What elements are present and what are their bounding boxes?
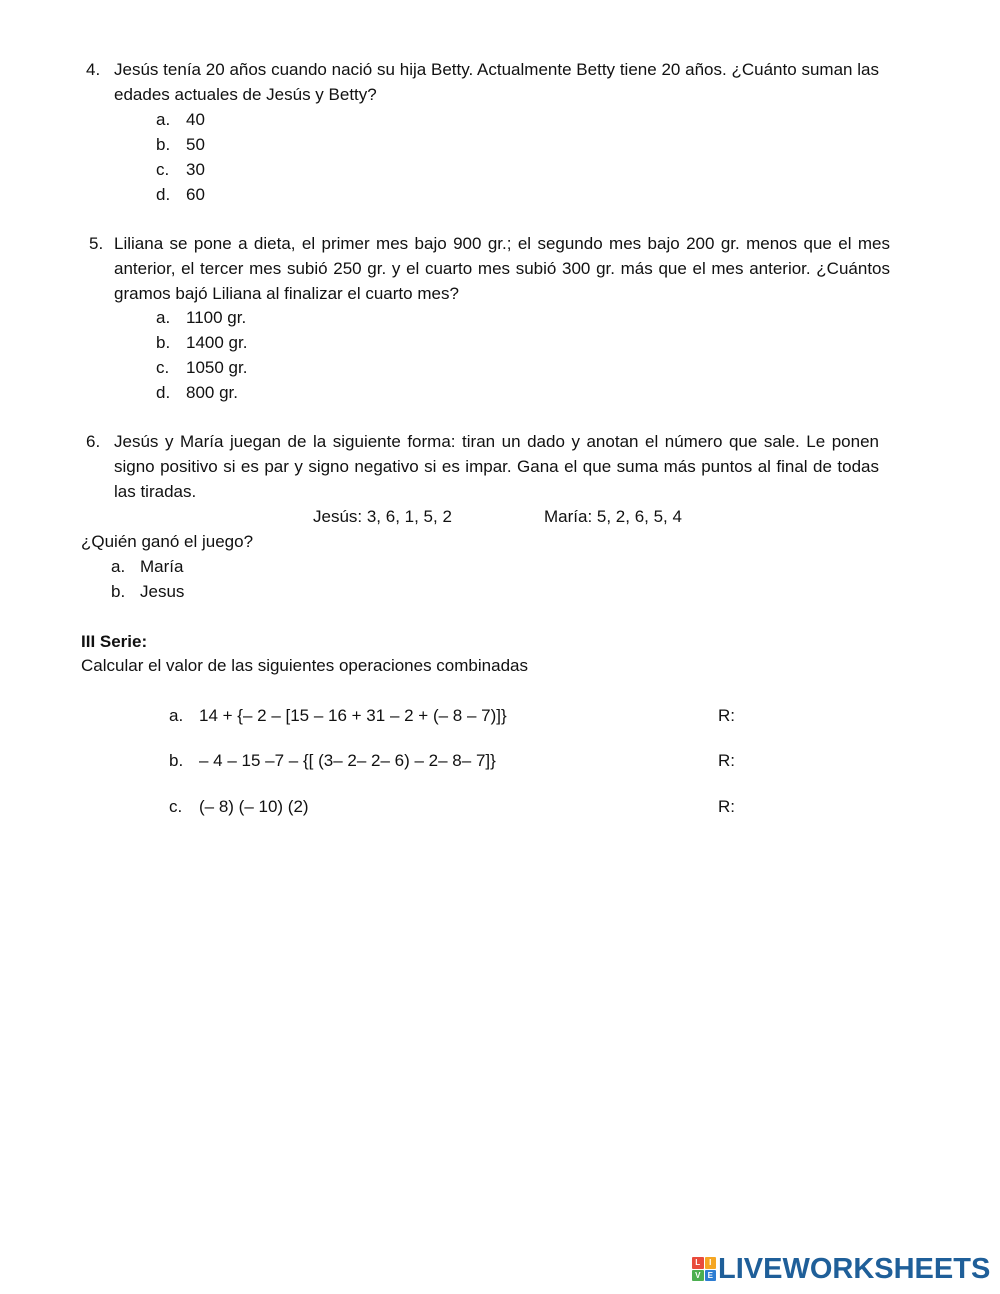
option-value: 60 <box>186 185 205 204</box>
option-letter: a. <box>111 557 126 576</box>
option-value: Jesus <box>140 582 185 601</box>
section-title: III Serie: <box>81 632 148 651</box>
option-letter: d. <box>156 383 171 402</box>
item-expression: 14 + {– 2 – [15 – 16 + 31 – 2 + (– 8 – 7)]} <box>199 706 507 725</box>
logo-icon-tile: E <box>705 1270 717 1282</box>
item-expression: (– 8) (– 10) (2) <box>199 797 309 816</box>
answer-label[interactable]: R: <box>718 751 735 770</box>
option-letter: a. <box>156 110 171 129</box>
answer-label[interactable]: R: <box>718 797 735 816</box>
question-text: Jesús tenía 20 años cuando nació su hija Betty. Actualmente Betty tiene 20 años. ¿Cuánto suman las edades actuales de Jesús y Betty? <box>114 60 879 104</box>
liveworksheets-logo <box>692 1254 990 1284</box>
option-value: 1050 gr. <box>186 358 248 377</box>
option-letter: b. <box>156 333 171 352</box>
item-letter: c. <box>169 797 183 816</box>
option-letter: c. <box>156 358 170 377</box>
question-text: Jesús y María juegan de la siguiente forma: tiran un dado y anotan el número que sale. Le ponen signo positivo si es par y signo negativo si es impar. Gana el que suma más puntos al final de todas las tiradas. <box>114 432 879 501</box>
winner-question: ¿Quién ganó el juego? <box>81 532 254 551</box>
logo-icon-tile: L <box>692 1257 704 1269</box>
item-expression: – 4 – 15 –7 – {[ (3– 2– 2– 6) – 2– 8– 7]} <box>199 751 496 770</box>
logo-icon <box>692 1257 716 1281</box>
option-value: 1100 gr. <box>186 308 247 327</box>
answer-label[interactable]: R: <box>718 706 735 725</box>
question-number: 4. <box>86 60 101 79</box>
question-number: 6. <box>86 432 101 451</box>
item-letter: a. <box>169 706 184 725</box>
question-text <box>114 231 890 306</box>
option-letter: b. <box>111 582 126 601</box>
option-value: 800 gr. <box>186 383 238 402</box>
option-value: María <box>140 557 184 576</box>
option-letter: a. <box>156 308 171 327</box>
logo-text: LIVEWORKSHEETS <box>718 1252 991 1285</box>
option-value: 30 <box>186 160 205 179</box>
option-letter: b. <box>156 135 171 154</box>
item-letter: b. <box>169 751 184 770</box>
question-text-body: Liliana se pone a dieta, el primer mes bajo 900 gr.; el segundo mes bajo 200 gr. menos que el mes anterior, el tercer mes subió 250 gr. y el cuarto mes subió 300 gr. más que el mes anterior. ¿Cuántos gramos bajó Liliana al finalizar el cuarto mes? <box>114 234 890 303</box>
section-instruction: Calcular el valor de las siguientes operaciones combinadas <box>81 656 528 675</box>
option-value: 1400 gr. <box>186 333 248 352</box>
option-letter: c. <box>156 160 170 179</box>
question-number: 5. <box>89 234 104 253</box>
jesus-rolls: Jesús: 3, 6, 1, 5, 2 <box>313 507 452 526</box>
logo-icon-tile: V <box>692 1270 704 1282</box>
option-letter: d. <box>156 185 171 204</box>
option-value: 50 <box>186 135 205 154</box>
maria-rolls: María: 5, 2, 6, 5, 4 <box>544 507 682 526</box>
logo-icon-tile: I <box>705 1257 717 1269</box>
option-value: 40 <box>186 110 205 129</box>
